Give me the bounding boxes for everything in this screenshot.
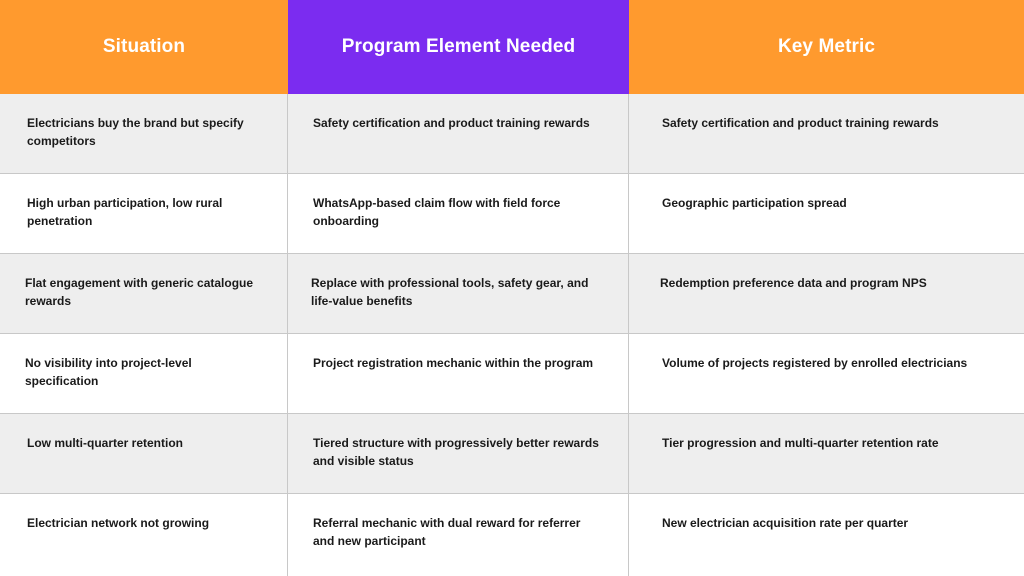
situation-cell: Electricians buy the brand but specify competitors <box>0 94 288 173</box>
table-row <box>0 494 1024 576</box>
table-body <box>0 94 1024 576</box>
program-element-cell: Safety certification and product training rewards <box>288 94 629 173</box>
situation-cell: Electrician network not growing <box>0 494 288 576</box>
situation-cell: Flat engagement with generic catalogue rewards <box>0 254 288 333</box>
key-metric-cell: Tier progression and multi-quarter retention rate <box>662 436 939 450</box>
key-metric-cell: Geographic participation spread <box>662 196 847 210</box>
program-element-cell: Tiered structure with progressively better rewards and visible status <box>288 414 629 493</box>
header-program-element: Program Element Needed <box>288 0 629 94</box>
table-row <box>0 414 1024 494</box>
program-element-cell: Project registration mechanic within the program <box>288 334 629 413</box>
program-element-cell: WhatsApp-based claim flow with field force onboarding <box>288 174 629 253</box>
situation-cell: High urban participation, low rural penetration <box>0 174 288 253</box>
key-metric-cell: Safety certification and product training rewards <box>662 116 939 130</box>
situation-cell: No visibility into project-level specification <box>0 334 288 413</box>
key-metric-cell: Volume of projects registered by enrolled electricians <box>662 356 968 370</box>
situation-cell: Low multi-quarter retention <box>0 414 288 493</box>
key-metric-cell: Redemption preference data and program NPS <box>660 276 927 290</box>
program-element-cell: Referral mechanic with dual reward for referrer and new participant <box>288 494 629 576</box>
table-row <box>0 174 1024 254</box>
program-element-cell: Replace with professional tools, safety gear, and life-value benefits <box>288 254 629 333</box>
key-metric-cell: New electrician acquisition rate per quarter <box>662 516 909 530</box>
table-row <box>0 94 1024 174</box>
header-key-metric: Key Metric <box>629 0 1024 94</box>
header-situation: Situation <box>0 0 288 94</box>
table-row <box>0 254 1024 334</box>
table-row <box>0 334 1024 414</box>
table-header <box>0 0 1024 94</box>
